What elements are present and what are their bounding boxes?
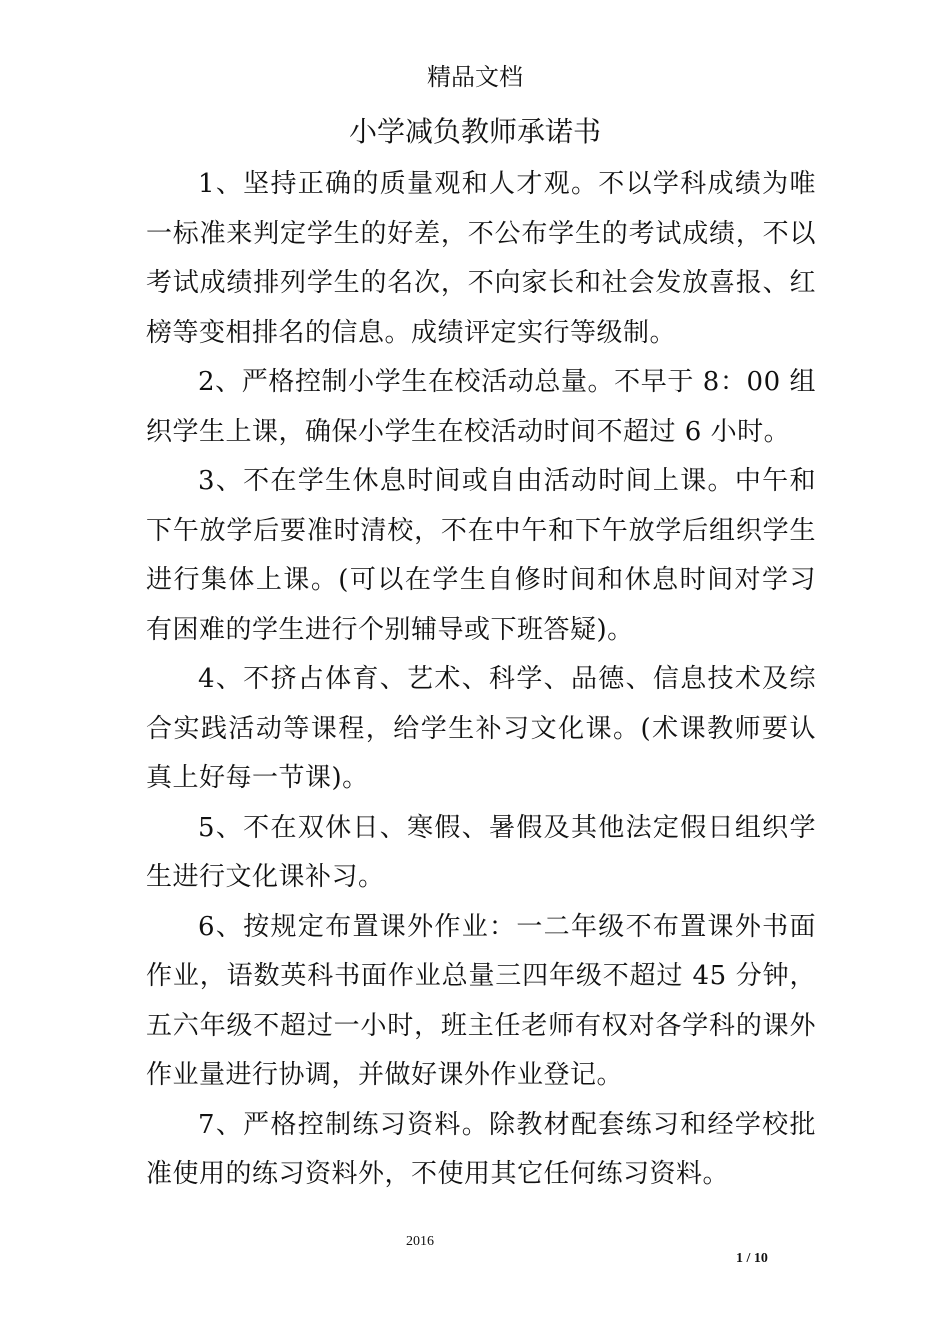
- page-number: 1 / 10: [736, 1251, 768, 1266]
- paragraph-1: 1、坚持正确的质量观和人才观。不以学科成绩为唯一标准来判定学生的好差，不公布学生的考试成绩，不以考试成绩排列学生的名次，不向家长和社会发放喜报、红榜等变相排名的信息。成绩评定实行等级制。: [146, 169, 816, 348]
- paragraph-3: 3、不在学生休息时间或自由活动时间上课。中午和下午放学后要准时清校，不在中午和下午放学后组织学生进行集体上课。(可以在学生自修时间和休息时间对学习有困难的学生进行个别辅导或下班答疑)。: [146, 466, 816, 645]
- page-header: 精品文档: [427, 63, 523, 91]
- paragraph-2: 2、严格控制小学生在校活动总量。不早于 8：00 组织学生上课，确保小学生在校活动时间不超过 6 小时。: [146, 367, 816, 447]
- paragraph-6: 6、按规定布置课外作业：一二年级不布置课外书面作业，语数英科书面作业总量三四年级不超过 45 分钟，五六年级不超过一小时，班主任老师有权对各学科的课外作业量进行协调，并做好课外作业登记。: [146, 911, 816, 1090]
- document-body: [146, 160, 816, 1200]
- paragraph-5: 5、不在双休日、寒假、暑假及其他法定假日组织学生进行文化课补习。: [146, 812, 816, 892]
- footer-year: 2016: [406, 1234, 434, 1249]
- paragraph-7: 7、严格控制练习资料。除教材配套练习和经学校批准使用的练习资料外，不使用其它任何练习资料。: [146, 1109, 816, 1189]
- document-title: 小学减负教师承诺书: [348, 115, 601, 148]
- paragraph-4: 4、不挤占体育、艺术、科学、品德、信息技术及综合实践活动等课程，给学生补习文化课。(术课教师要认真上好每一节课)。: [146, 664, 816, 793]
